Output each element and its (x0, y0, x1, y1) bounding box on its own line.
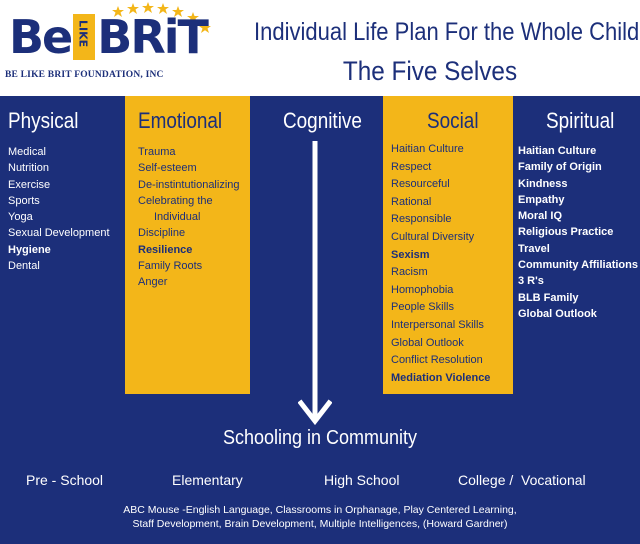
footnote-line-2: Staff Development, Brain Development, Multiple Intelligences, (Howard Gardner) (132, 518, 508, 530)
page-subtitle: The Five Selves (342, 56, 518, 86)
list-item: 3 R's (518, 275, 544, 288)
list-item: Nutrition (8, 162, 49, 175)
list-item: Religious Practice (518, 226, 614, 239)
level-elementary: Elementary (172, 472, 243, 488)
list-item: Haitian Culture (518, 145, 597, 157)
spiritual-list (518, 143, 638, 322)
list-item: Family of Origin (518, 161, 602, 174)
list-item: Sexual Development (8, 227, 110, 240)
down-arrow-icon (298, 141, 332, 431)
list-item: Sports (8, 194, 40, 207)
page-title: Individual Life Plan For the Whole Child (254, 18, 640, 46)
list-item: Dental (8, 260, 40, 273)
emotional-list (138, 144, 240, 291)
social-list (391, 141, 490, 387)
list-item: Mediation Violence (391, 371, 491, 384)
list-item: Homophobia (391, 283, 454, 296)
schooling-title: Schooling in Community (222, 427, 418, 449)
be-like-brit-logo (0, 0, 220, 96)
logo-wordmark: Be LIKE BRiT (9, 10, 207, 64)
list-item: Exercise (8, 178, 51, 191)
list-item: Travel (518, 242, 550, 255)
list-item: Family Roots (138, 260, 203, 273)
list-item: De-instintutionalizing (138, 178, 240, 191)
list-item: Sexism (391, 248, 430, 261)
list-item: Community Affiliations (518, 259, 638, 272)
list-item: Individual (154, 211, 201, 224)
list-item: Empathy (518, 193, 565, 206)
list-item: Medical (8, 146, 46, 158)
column-heading-physical: Physical (8, 108, 79, 133)
list-item: Discipline (138, 227, 186, 240)
header (0, 0, 640, 96)
list-item: Moral IQ (518, 210, 563, 223)
list-item: Trauma (138, 146, 176, 158)
column-heading-emotional: Emotional (138, 108, 223, 133)
logo-tagline: BE LIKE BRIT FOUNDATION, INC (5, 70, 164, 80)
list-item: Kindness (518, 177, 568, 190)
list-item: Global Outlook (391, 336, 464, 349)
footnote-line-1: ABC Mouse -English Language, Classrooms in Orphanage, Play Centered Learning, (123, 504, 517, 516)
column-heading-social: Social (427, 108, 479, 133)
five-selves-diagram (0, 96, 640, 544)
physical-list (8, 144, 110, 274)
list-item: Responsible (391, 213, 452, 226)
list-item: Conflict Resolution (391, 354, 483, 367)
column-emotional (125, 96, 250, 394)
list-item: Hygiene (8, 243, 51, 256)
list-item: BLB Family (518, 291, 579, 304)
list-item: Anger (138, 276, 168, 289)
list-item: Resilience (138, 243, 193, 256)
list-item: Cultural Diversity (391, 230, 475, 243)
list-item: Self-esteem (138, 162, 197, 175)
level-high-school: High School (324, 472, 400, 488)
list-item: Celebrating the (138, 194, 213, 207)
column-heading-cognitive: Cognitive (283, 108, 362, 133)
level-pre-school: Pre - School (26, 472, 104, 488)
list-item: Rational (391, 195, 432, 208)
list-item: Resourceful (391, 178, 450, 191)
column-social (383, 96, 513, 394)
list-item: Interpersonal Skills (391, 318, 484, 331)
level-college-vocational: College / Vocational (458, 472, 586, 488)
list-item: Racism (391, 266, 428, 279)
list-item: Yoga (8, 211, 33, 224)
list-item: Respect (391, 160, 432, 173)
list-item: People Skills (391, 301, 454, 314)
column-heading-spiritual: Spiritual (546, 108, 615, 133)
list-item: Global Outlook (518, 307, 597, 320)
list-item: Haitian Culture (391, 143, 464, 155)
